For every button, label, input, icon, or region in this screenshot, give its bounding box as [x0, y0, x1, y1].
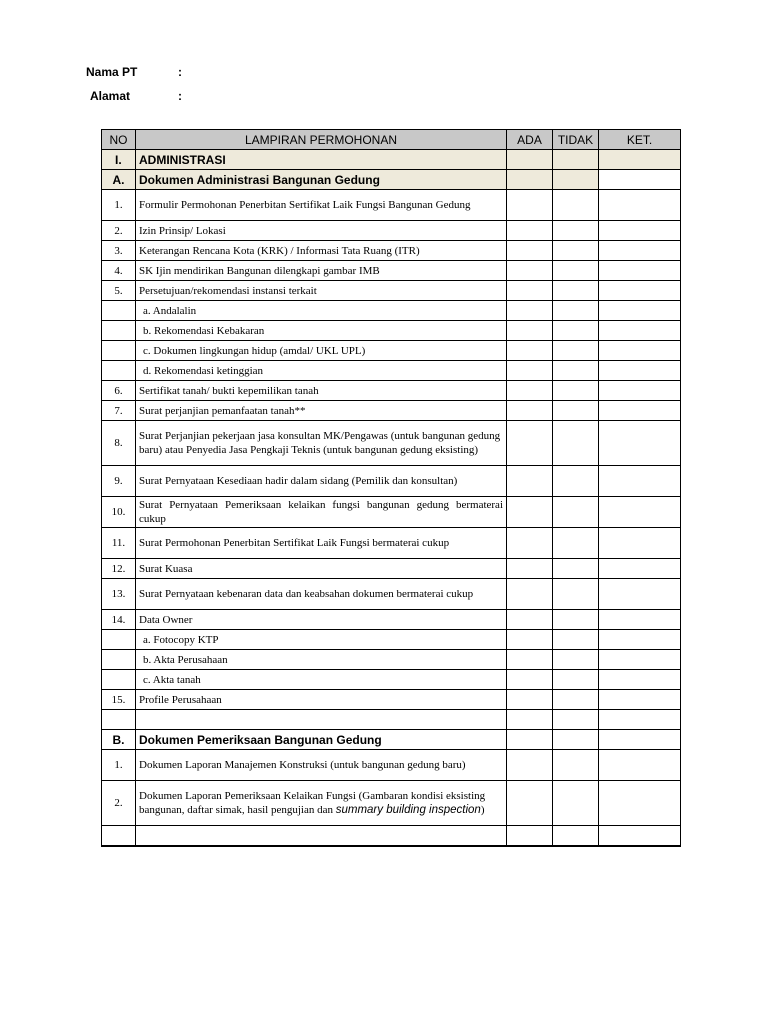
ada-cell[interactable]	[507, 497, 553, 528]
tidak-cell[interactable]	[553, 281, 599, 301]
group-title: Dokumen Pemeriksaan Bangunan Gedung	[136, 730, 507, 750]
row-description: b. Rekomendasi Kebakaran	[136, 321, 507, 341]
row-description: Keterangan Rencana Kota (KRK) / Informasi Tata Ruang (ITR)	[136, 241, 507, 261]
row-number: 9.	[102, 466, 136, 497]
row-description: Surat Pernyataan Kesediaan hadir dalam sidang (Pemilik dan konsultan)	[136, 466, 507, 497]
ket-cell[interactable]	[599, 579, 681, 610]
row-number	[102, 341, 136, 361]
ket-cell[interactable]	[599, 381, 681, 401]
col-header-no: NO	[102, 130, 136, 150]
row-description: Surat perjanjian pemanfaatan tanah**	[136, 401, 507, 421]
ket-cell[interactable]	[599, 190, 681, 221]
row-description: a. Fotocopy KTP	[136, 630, 507, 650]
row-number	[102, 650, 136, 670]
ket-cell[interactable]	[599, 221, 681, 241]
row-number: 8.	[102, 421, 136, 466]
row-description: Data Owner	[136, 610, 507, 630]
group-row-b	[102, 730, 681, 750]
row-number: 2.	[102, 221, 136, 241]
tidak-cell[interactable]	[553, 650, 599, 670]
ada-cell[interactable]	[507, 781, 553, 826]
tidak-cell[interactable]	[553, 528, 599, 559]
row-description: b. Akta Perusahaan	[136, 650, 507, 670]
row-description-text: Dokumen Laporan Pemeriksaan Kelaikan Fungsi (Gambaran kondisi eksisting bangunan, daftar simak, hasil pengujian dan	[139, 790, 486, 816]
row-number	[102, 670, 136, 690]
tidak-cell[interactable]	[553, 610, 599, 630]
ket-cell[interactable]	[599, 466, 681, 497]
row-description: Izin Prinsip/ Lokasi	[136, 221, 507, 241]
tidak-cell[interactable]	[553, 826, 599, 847]
row-number: 6.	[102, 381, 136, 401]
row-number	[102, 361, 136, 381]
row-description: Surat Pernyataan kebenaran data dan keabsahan dokumen bermaterai cukup	[136, 579, 507, 610]
col-header-lampiran: LAMPIRAN PERMOHONAN	[136, 130, 507, 150]
ada-cell[interactable]	[507, 579, 553, 610]
ada-cell[interactable]	[507, 341, 553, 361]
row-number: 10.	[102, 497, 136, 528]
ket-cell[interactable]	[599, 497, 681, 528]
group-row-a	[102, 170, 681, 190]
tidak-cell[interactable]	[553, 579, 599, 610]
row-description: c. Akta tanah	[136, 670, 507, 690]
ada-cell[interactable]	[507, 710, 553, 730]
section-title: ADMINISTRASI	[136, 150, 507, 170]
tidak-cell[interactable]	[553, 630, 599, 650]
ada-cell[interactable]	[507, 261, 553, 281]
row-description: a. Andalalin	[136, 301, 507, 321]
tidak-cell[interactable]	[553, 321, 599, 341]
ket-cell[interactable]	[599, 281, 681, 301]
ket-cell[interactable]	[599, 170, 681, 190]
group-title: Dokumen Administrasi Bangunan Gedung	[136, 170, 507, 190]
tidak-cell[interactable]	[553, 710, 599, 730]
row-number: 4.	[102, 261, 136, 281]
tidak-cell[interactable]	[553, 381, 599, 401]
tidak-cell[interactable]	[553, 730, 599, 750]
tidak-cell[interactable]	[553, 466, 599, 497]
ada-cell[interactable]	[507, 381, 553, 401]
section-row-administrasi	[102, 150, 681, 170]
tidak-cell[interactable]	[553, 401, 599, 421]
ada-cell[interactable]	[507, 630, 553, 650]
ket-cell[interactable]	[599, 559, 681, 579]
tidak-cell[interactable]	[553, 750, 599, 781]
ada-cell[interactable]	[507, 528, 553, 559]
row-description: Surat Pernyataan Pemeriksaan kelaikan fungsi bangunan gedung bermaterai cukup	[136, 497, 507, 528]
col-header-ada: ADA	[507, 130, 553, 150]
row-number: 13.	[102, 579, 136, 610]
tidak-cell[interactable]	[553, 781, 599, 826]
ada-cell[interactable]	[507, 361, 553, 381]
tidak-cell[interactable]	[553, 670, 599, 690]
row-description: Surat Perjanjian pekerjaan jasa konsultan MK/Pengawas (untuk bangunan gedung baru) atau Penyedia Jasa Pengkaji Teknis (untuk bangunan gedung eksisting)	[136, 421, 507, 466]
row-number	[102, 321, 136, 341]
row-description-end: )	[480, 804, 485, 816]
ada-cell[interactable]	[507, 610, 553, 630]
row-description: Dokumen Laporan Manajemen Konstruksi (untuk bangunan gedung baru)	[136, 750, 507, 781]
tidak-cell[interactable]	[553, 497, 599, 528]
col-header-ket: KET.	[599, 130, 681, 150]
ada-cell[interactable]	[507, 421, 553, 466]
ada-cell[interactable]	[507, 150, 553, 170]
ket-cell[interactable]	[599, 690, 681, 710]
ada-cell[interactable]	[507, 241, 553, 261]
company-name-colon: :	[178, 65, 182, 79]
row-description	[136, 781, 507, 826]
blank-row	[102, 826, 681, 847]
tidak-cell[interactable]	[553, 361, 599, 381]
ada-cell[interactable]	[507, 690, 553, 710]
address-label: Alamat	[90, 89, 131, 103]
row-description: Profile Perusahaan	[136, 690, 507, 710]
row-number: 5.	[102, 281, 136, 301]
row-number: 14.	[102, 610, 136, 630]
tidak-cell[interactable]	[553, 150, 599, 170]
tidak-cell[interactable]	[553, 221, 599, 241]
application-checklist-table	[101, 129, 681, 847]
ket-cell[interactable]	[599, 150, 681, 170]
row-number: 2.	[102, 781, 136, 826]
row-description: c. Dokumen lingkungan hidup (amdal/ UKL UPL)	[136, 341, 507, 361]
ket-cell[interactable]	[599, 730, 681, 750]
row-number: 12.	[102, 559, 136, 579]
ket-cell[interactable]	[599, 361, 681, 381]
ket-cell[interactable]	[599, 630, 681, 650]
ada-cell[interactable]	[507, 301, 553, 321]
table-header-row	[102, 130, 681, 150]
ket-cell[interactable]	[599, 650, 681, 670]
tidak-cell[interactable]	[553, 421, 599, 466]
tidak-cell[interactable]	[553, 170, 599, 190]
ada-cell[interactable]	[507, 401, 553, 421]
row-description: Formulir Permohonan Penerbitan Sertifikat Laik Fungsi Bangunan Gedung	[136, 190, 507, 221]
ket-cell[interactable]	[599, 301, 681, 321]
tidak-cell[interactable]	[553, 301, 599, 321]
tidak-cell[interactable]	[553, 341, 599, 361]
group-number: A.	[102, 170, 136, 190]
row-number: 1.	[102, 750, 136, 781]
row-number: 7.	[102, 401, 136, 421]
ada-cell[interactable]	[507, 466, 553, 497]
ada-cell[interactable]	[507, 650, 553, 670]
tidak-cell[interactable]	[553, 261, 599, 281]
row-number	[102, 301, 136, 321]
ket-cell[interactable]	[599, 341, 681, 361]
row-description: Surat Kuasa	[136, 559, 507, 579]
ada-cell[interactable]	[507, 281, 553, 301]
ada-cell[interactable]	[507, 730, 553, 750]
ket-cell[interactable]	[599, 401, 681, 421]
col-header-tidak: TIDAK	[553, 130, 599, 150]
tidak-cell[interactable]	[553, 241, 599, 261]
row-description: Sertifikat tanah/ bukti kepemilikan tanah	[136, 381, 507, 401]
tidak-cell[interactable]	[553, 559, 599, 579]
ket-cell[interactable]	[599, 261, 681, 281]
tidak-cell[interactable]	[553, 690, 599, 710]
blank-row	[102, 710, 681, 730]
section-number: I.	[102, 150, 136, 170]
ada-cell[interactable]	[507, 750, 553, 781]
tidak-cell[interactable]	[553, 190, 599, 221]
row-number: 15.	[102, 690, 136, 710]
row-description: d. Rekomendasi ketinggian	[136, 361, 507, 381]
row-number: 3.	[102, 241, 136, 261]
ket-cell[interactable]	[599, 610, 681, 630]
ada-cell[interactable]	[507, 190, 553, 221]
row-number	[102, 630, 136, 650]
ada-cell[interactable]	[507, 826, 553, 847]
row-description: Persetujuan/rekomendasi instansi terkait	[136, 281, 507, 301]
company-name-label: Nama PT	[86, 65, 138, 79]
ket-cell[interactable]	[599, 710, 681, 730]
group-number: B.	[102, 730, 136, 750]
address-colon: :	[178, 89, 182, 103]
ada-cell[interactable]	[507, 559, 553, 579]
row-number: 11.	[102, 528, 136, 559]
ket-cell[interactable]	[599, 528, 681, 559]
ada-cell[interactable]	[507, 221, 553, 241]
ket-cell[interactable]	[599, 826, 681, 847]
ket-cell[interactable]	[599, 750, 681, 781]
ket-cell[interactable]	[599, 670, 681, 690]
ket-cell[interactable]	[599, 241, 681, 261]
ket-cell[interactable]	[599, 781, 681, 826]
ada-cell[interactable]	[507, 321, 553, 341]
row-description: Surat Permohonan Penerbitan Sertifikat Laik Fungsi bermaterai cukup	[136, 528, 507, 559]
row-description: SK Ijin mendirikan Bangunan dilengkapi gambar IMB	[136, 261, 507, 281]
row-description-italic: summary building inspection	[335, 804, 481, 816]
ket-cell[interactable]	[599, 421, 681, 466]
row-number: 1.	[102, 190, 136, 221]
ada-cell[interactable]	[507, 170, 553, 190]
ada-cell[interactable]	[507, 670, 553, 690]
ket-cell[interactable]	[599, 321, 681, 341]
